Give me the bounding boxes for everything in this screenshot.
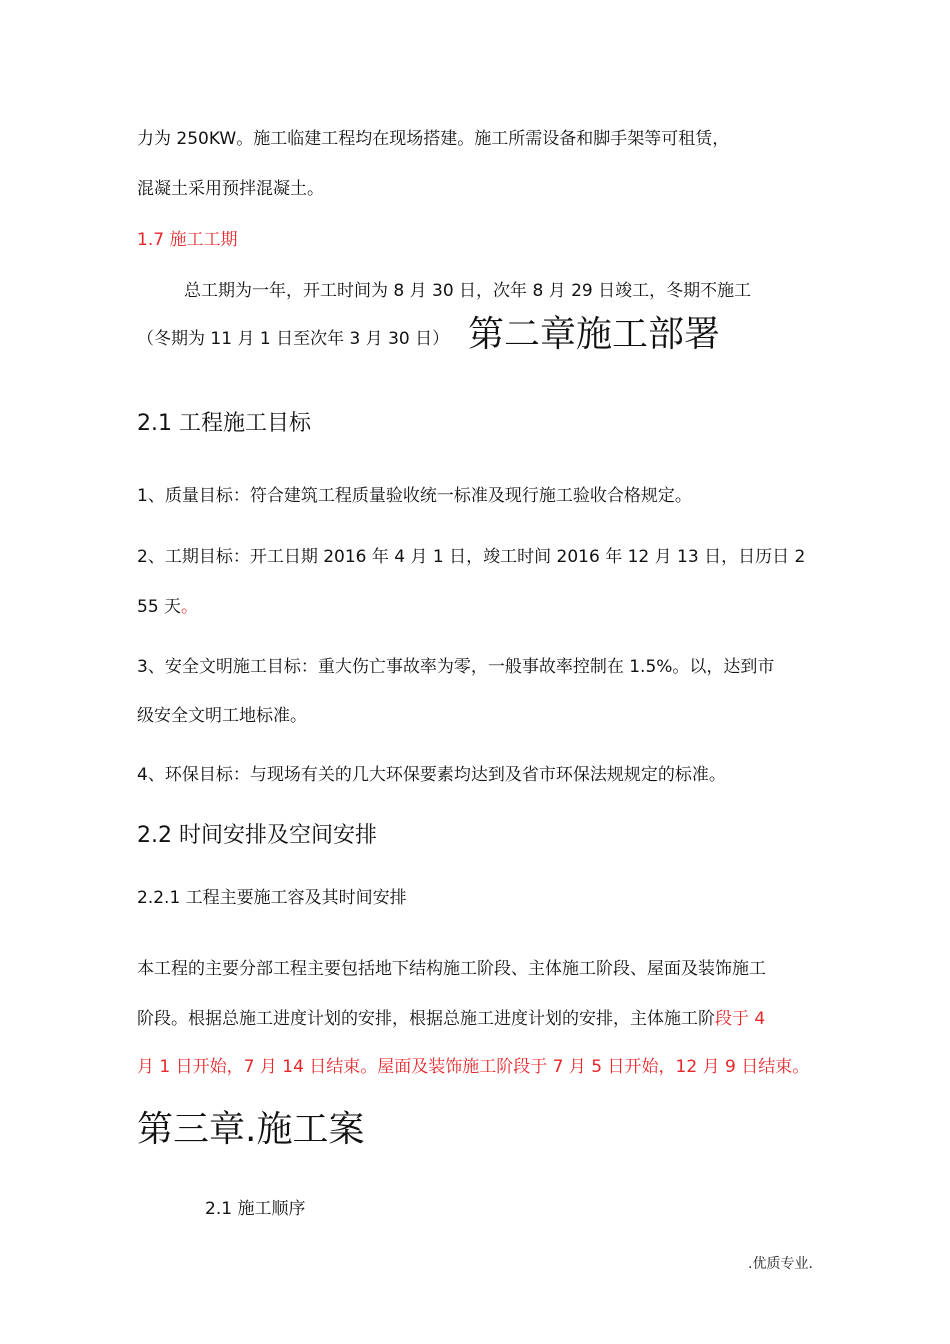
paragraph-line: 混凝土采用预拌混凝土。 (137, 179, 324, 199)
paragraph-text: 阶段。根据总施工进度计划的安排，根据总施工进度计划的安排，主体施工阶 (137, 1009, 715, 1029)
chapter-3-title: 第三章.施工案 (137, 1109, 365, 1150)
section-heading-2-2: 2.2 时间安排及空间安排 (137, 823, 377, 848)
section-heading-2-1: 2.1 工程施工目标 (137, 411, 311, 436)
goal-schedule: 2、工期目标：开工日期 2016 年 4 月 1 日，竣工时间 2016 年 12 月 13 日，日历日 2 (137, 547, 806, 567)
goal-schedule-days: 55 天 (137, 597, 182, 617)
chapter-2-title: 第二章施工部署 (468, 314, 721, 355)
goal-environment: 4、环保目标：与现场有关的几大环保要素均达到及省市环保法规规定的标准。 (137, 765, 726, 785)
paragraph-line-red: 月 1 日开始，7 月 14 日结束。屋面及装饰施工阶段于 7 月 5 日开始，12 月 9 日结束。 (137, 1057, 810, 1077)
paragraph-line (137, 1007, 765, 1031)
paragraph-line: 总工期为一年，开工时间为 8 月 30 日，次年 8 月 29 日竣工，冬期不施工 (184, 281, 752, 301)
paragraph-line: 本工程的主要分部工程主要包括地下结构施工阶段、主体施工阶段、屋面及装饰施工 (137, 959, 766, 979)
goal-safety-cont: 级安全文明工地标准。 (137, 706, 307, 726)
goal-safety: 3、安全文明施工目标：重大伤亡事故率为零，一般事故率控制在 1.5%。以，达到市 (137, 657, 775, 677)
page-footer: .优质专业. (748, 1256, 813, 1272)
goal-schedule-cont (137, 595, 198, 619)
goal-quality: 1、质量目标：符合建筑工程质量验收统一标准及现行施工验收合格规定。 (137, 486, 692, 506)
red-period: 。 (181, 597, 199, 617)
paragraph-text-red: 段于 4 (715, 1009, 766, 1029)
paragraph-line: （冬期为 11 月 1 日至次年 3 月 30 日） (137, 329, 450, 349)
section-heading-2-1-sequence: 2.1 施工顺序 (205, 1199, 306, 1219)
section-heading-2-2-1: 2.2.1 工程主要施工容及其时间安排 (137, 888, 407, 908)
paragraph-line: 力为 250KW。施工临建工程均在现场搭建。施工所需设备和脚手架等可租赁， (137, 129, 730, 149)
section-heading-1-7: 1.7 施工工期 (137, 230, 238, 250)
